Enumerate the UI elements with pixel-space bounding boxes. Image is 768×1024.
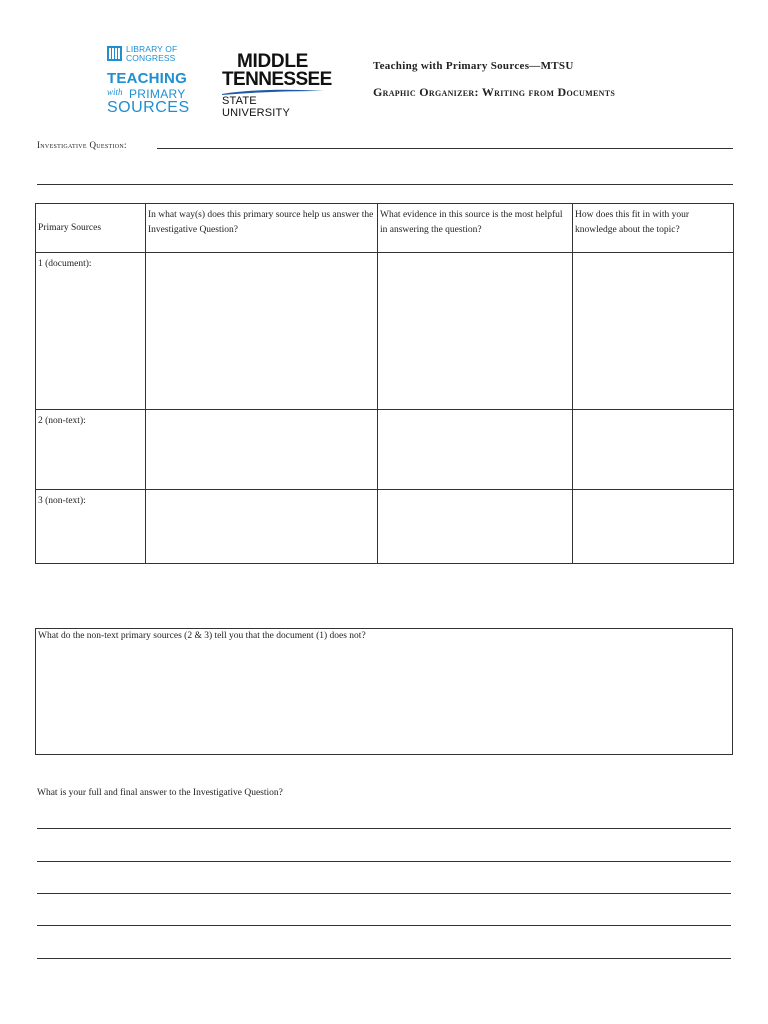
answer-cell[interactable] bbox=[146, 490, 378, 564]
header-primary-sources: Primary Sources bbox=[36, 204, 146, 253]
answer-line-1[interactable] bbox=[37, 828, 731, 829]
answer-cell[interactable] bbox=[573, 410, 734, 490]
comparison-question: What do the non-text primary sources (2 & 3) tell you that the document (1) does not? bbox=[38, 631, 366, 641]
mtsu-line-2: TENNESSEE bbox=[222, 69, 332, 90]
tps-line-3: SOURCES bbox=[107, 99, 190, 116]
answer-cell[interactable] bbox=[146, 410, 378, 490]
answer-line-3[interactable] bbox=[37, 893, 731, 894]
document-title: Teaching with Primary Sources—MTSU bbox=[373, 60, 574, 72]
table-row bbox=[36, 253, 734, 410]
row-label-non-text-2: 2 (non-text): bbox=[36, 410, 146, 490]
mtsu-line-1: MIDDLE bbox=[237, 51, 309, 72]
tps-line-2: PRIMARY bbox=[129, 87, 186, 101]
investigative-question-label: Investigative Question: bbox=[37, 140, 127, 150]
answer-line-2[interactable] bbox=[37, 861, 731, 862]
table-header-row bbox=[36, 204, 734, 253]
mtsu-logo bbox=[222, 51, 332, 119]
table-row bbox=[36, 410, 734, 490]
answer-line-5[interactable] bbox=[37, 958, 731, 959]
document-subtitle: Graphic Organizer: Writing from Documents bbox=[373, 85, 616, 99]
comparison-box[interactable] bbox=[35, 628, 733, 755]
final-answer-question: What is your full and final answer to the Investigative Question? bbox=[37, 788, 283, 798]
loc-tps-logo bbox=[107, 44, 190, 117]
mtsu-line-3: STATE UNIVERSITY bbox=[222, 95, 291, 119]
header-knowledge: How does this fit in with your knowledge about the topic? bbox=[573, 204, 734, 253]
table-row bbox=[36, 490, 734, 564]
answer-cell[interactable] bbox=[378, 253, 573, 410]
answer-cell[interactable] bbox=[378, 490, 573, 564]
tps-with: with bbox=[107, 87, 123, 97]
row-label-non-text-3: 3 (non-text): bbox=[36, 490, 146, 564]
header-evidence: What evidence in this source is the most helpful in answering the question? bbox=[378, 204, 573, 253]
investigative-question-line-1[interactable] bbox=[157, 148, 733, 149]
tps-line-1: TEACHING bbox=[107, 70, 187, 87]
answer-cell[interactable] bbox=[378, 410, 573, 490]
answer-line-4[interactable] bbox=[37, 925, 731, 926]
header-how-helps: In what way(s) does this primary source help us answer the Investigative Question? bbox=[146, 204, 378, 253]
answer-cell[interactable] bbox=[573, 490, 734, 564]
investigative-question-line-2[interactable] bbox=[37, 184, 733, 185]
answer-cell[interactable] bbox=[146, 253, 378, 410]
row-label-document: 1 (document): bbox=[36, 253, 146, 410]
loc-line-1: LIBRARY OF bbox=[126, 44, 178, 54]
book-icon bbox=[107, 46, 122, 61]
loc-wordmark bbox=[126, 45, 177, 62]
primary-sources-table bbox=[35, 203, 734, 564]
answer-cell[interactable] bbox=[573, 253, 734, 410]
loc-line-2: CONGRESS bbox=[126, 52, 176, 63]
